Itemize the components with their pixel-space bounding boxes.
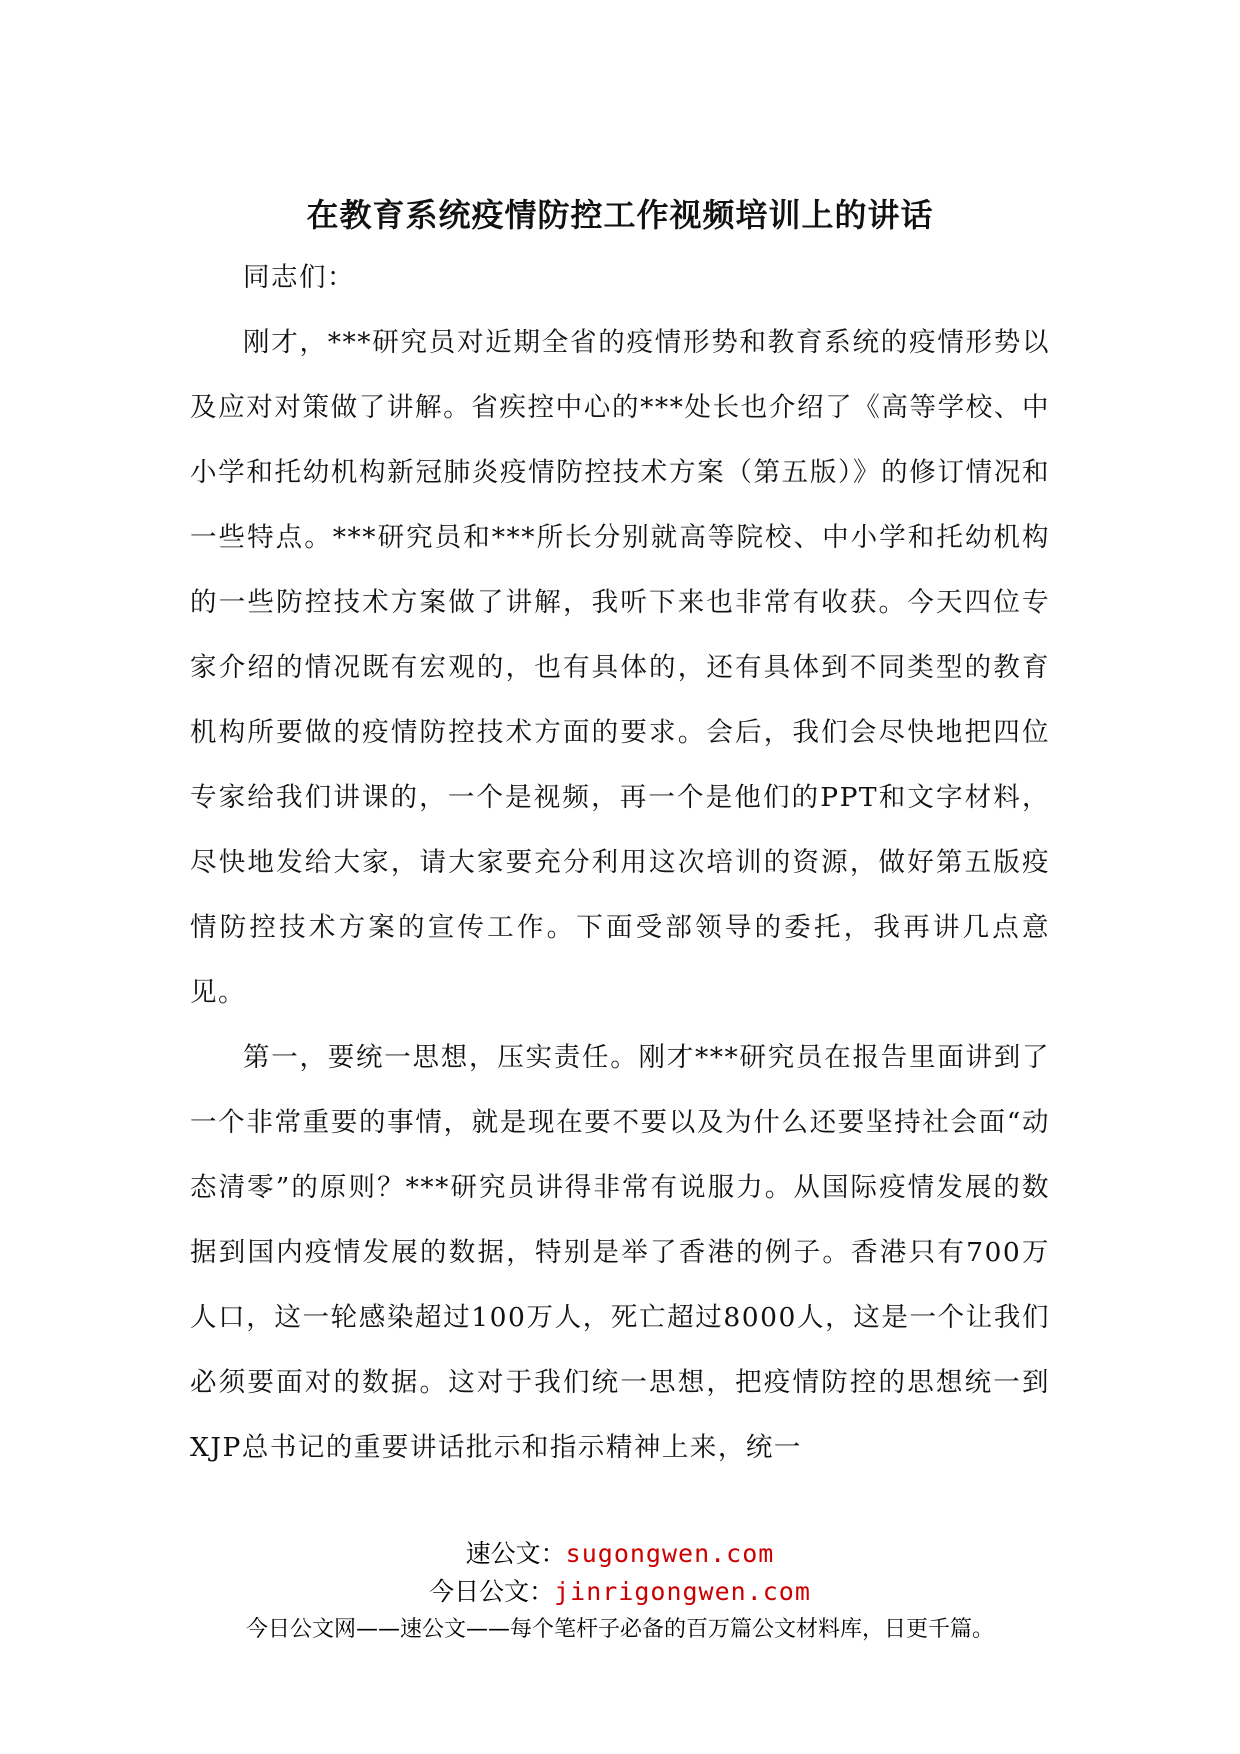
- footer-jinrigongwen-line: [0, 1573, 1240, 1611]
- footer-sugongwen-url[interactable]: sugongwen.com: [565, 1539, 775, 1568]
- paragraph-1: 刚才，***研究员对近期全省的疫情形势和教育系统的疫情形势以及应对对策做了讲解。省疾控中心的***处长也介绍了《高等学校、中小学和托幼机构新冠肺炎疫情防控技术方案（第五版）》的修订情况和一些特点。***研究员和***所长分别就高等院校、中小学和托幼机构的一些防控技术方案做了讲解，我听下来也非常有收获。今天四位专家介绍的情况既有宏观的，也有具体的，还有具体到不同类型的教育机构所要做的疫情防控技术方面的要求。会后，我们会尽快地把四位专家给我们讲课的，一个是视频，再一个是他们的PPT和文字材料，尽快地发给大家，请大家要充分利用这次培训的资源，做好第五版疫情防控技术方案的宣传工作。下面受部领导的委托，我再讲几点意见。: [190, 327, 1050, 1008]
- footer-sugongwen-label: 速公文：: [465, 1539, 566, 1568]
- salutation: 同志们：: [243, 262, 355, 293]
- footer-jinrigongwen-url[interactable]: jinrigongwen.com: [554, 1577, 811, 1606]
- footer-sugongwen-line: [0, 1535, 1240, 1573]
- document-body: [190, 245, 1050, 1480]
- paragraph-2: 第一，要统一思想，压实责任。刚才***研究员在报告里面讲到了一个非常重要的事情，就是现在要不要以及为什么还要坚持社会面“动态清零”的原则？***研究员讲得非常有说服力。从国际疫情发展的数据到国内疫情发展的数据，特别是举了香港的例子。香港只有700万人口，这一轮感染超过100万人，死亡超过8000人，这是一个让我们必须要面对的数据。这对于我们统一思想，把疫情防控的思想统一到XJP总书记的重要讲话批示和指示精神上来，统一: [190, 1042, 1050, 1463]
- footer-tagline: 今日公文网——速公文——每个笔杆子必备的百万篇公文材料库，日更千篇。: [245, 1617, 994, 1642]
- footer: [0, 1535, 1240, 1647]
- footer-jinrigongwen-label: 今日公文：: [429, 1577, 555, 1606]
- document-title: 在教育系统疫情防控工作视频培训上的讲话: [306, 196, 934, 234]
